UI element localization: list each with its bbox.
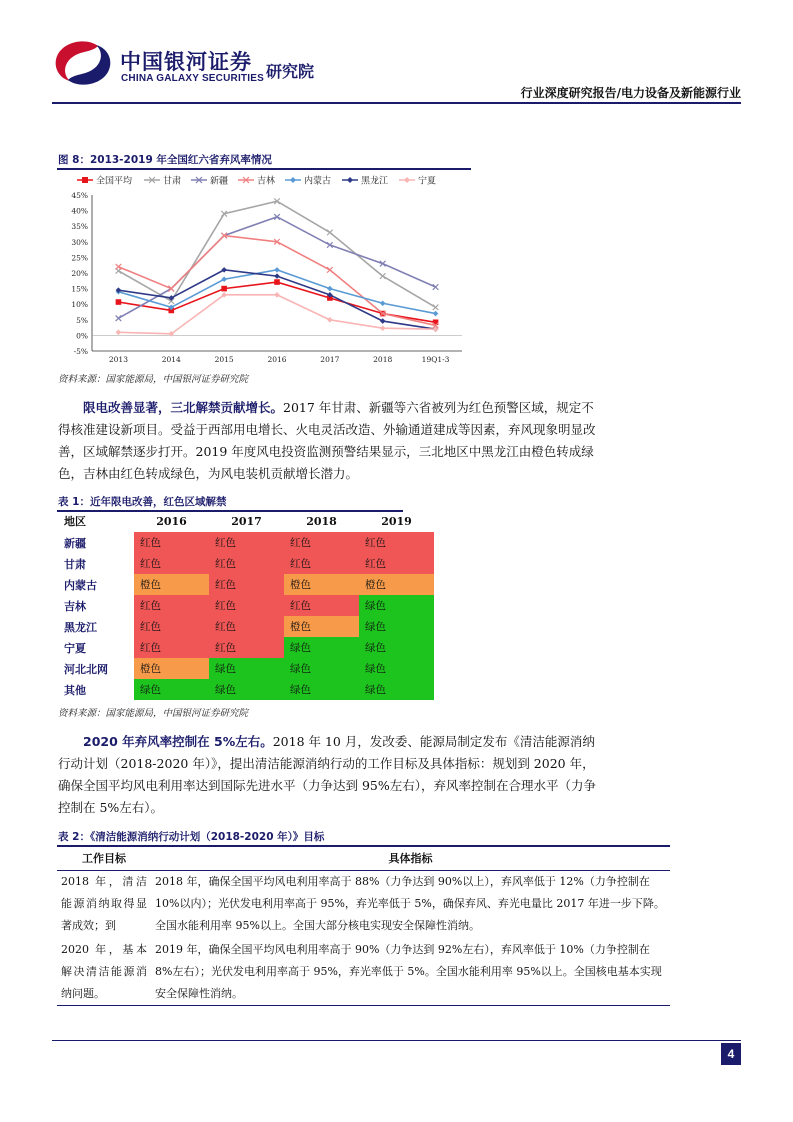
- region-name: 吉林: [64, 599, 86, 613]
- warning-level-cell: 红色: [134, 616, 209, 637]
- curtailment-line-chart: [57, 170, 473, 368]
- data-point: [380, 325, 386, 331]
- table-row: [57, 939, 670, 1006]
- region-name: 宁夏: [64, 641, 86, 655]
- warning-level-cell: 绿色: [134, 679, 209, 700]
- data-point: [290, 177, 296, 183]
- figure-source: 资料来源：国家能源局，中国银河证券研究院: [58, 374, 249, 385]
- warning-level-cell: 绿色: [284, 679, 359, 700]
- warning-level-cell: 红色: [209, 553, 284, 574]
- x-tick-label: 19Q1-3: [421, 355, 450, 364]
- table-row: [57, 574, 434, 595]
- galaxy-logo-icon: [52, 38, 114, 88]
- y-tick-label: 20%: [71, 269, 88, 278]
- data-point: [274, 273, 280, 279]
- warning-level-cell: 绿色: [209, 658, 284, 679]
- x-tick-label: 2014: [161, 355, 181, 364]
- legend-label: 全国平均: [96, 176, 133, 187]
- data-point: [221, 267, 227, 273]
- table-row: [57, 871, 670, 940]
- institute-label: 研究院: [266, 62, 315, 81]
- warning-level-cell: 红色: [209, 532, 284, 553]
- warning-level-cell: 红色: [284, 595, 359, 616]
- data-point: [433, 311, 439, 317]
- table1-header-region: 地区: [64, 515, 86, 528]
- y-tick-label: 40%: [71, 206, 88, 216]
- data-point: [380, 318, 386, 324]
- warning-level-cell: 红色: [134, 532, 209, 553]
- warning-level-cell: 绿色: [359, 658, 434, 679]
- table1-header-2017: 2017: [231, 514, 262, 528]
- report-type: 行业深度研究报告/电力设备及新能源行业: [520, 86, 741, 100]
- company-name-cn: 中国银河证券: [120, 50, 252, 74]
- y-tick-label: 5%: [76, 315, 88, 325]
- y-tick-label: 30%: [71, 237, 88, 247]
- warning-level-cell: 橙色: [359, 574, 434, 595]
- detail-cell: 2018 年，确保全国平均风电利用率高于 88%（力争达到 90%以上），弃风率低于 12%（力争控制在 10%以内）；光伏发电利用率高于 95%，弃光率低于 5%，确保弃风、弃光电量比 2017 年进一步下降。全国水能利用率 95%以上。全国大部分核电实现安全保障性消纳。: [155, 875, 665, 932]
- x-tick-label: 2016: [267, 355, 287, 364]
- region-name: 内蒙古: [64, 578, 97, 592]
- table1-header-2018: 2018: [306, 514, 337, 528]
- data-point: [221, 276, 227, 282]
- region-name: 河北北网: [64, 662, 108, 676]
- table-row: [57, 658, 434, 679]
- x-tick-label: 2013: [108, 355, 128, 364]
- warning-level-cell: 红色: [359, 532, 434, 553]
- data-point: [404, 177, 410, 183]
- table2-header-goal: 工作目标: [57, 846, 151, 871]
- warning-level-cell: 橙色: [284, 616, 359, 637]
- x-tick-label: 2017: [320, 355, 340, 364]
- data-point: [380, 300, 386, 306]
- data-point: [116, 329, 122, 335]
- paragraph-body: 2018 年 10 月，发改委、能源局制定发布《清洁能源消纳行动计划（2018-2020 年）》，提出清洁能源消纳行动的工作目标及具体指标：规划到 2020 年，确保全国平均风电利用率达到国际先进水平（力争达到 95%左右），弃风率控制在合理水平（力争控制在 5%左右）。: [58, 734, 597, 815]
- warning-level-cell: 红色: [209, 595, 284, 616]
- warning-level-cell: 红色: [134, 637, 209, 658]
- data-point: [327, 230, 333, 236]
- table2-caption: 表 2：《清洁能源消纳行动计划（2018-2020 年）》目标: [58, 831, 325, 843]
- region-name: 其他: [64, 683, 86, 697]
- paragraph-lead: 2020 年弃风率控制在 5%左右。: [83, 734, 273, 749]
- data-point: [116, 299, 122, 305]
- legend-label: 吉林: [257, 176, 276, 187]
- warning-level-cell: 红色: [209, 616, 284, 637]
- warning-level-cell: 红色: [209, 574, 284, 595]
- warning-level-cell: 绿色: [359, 679, 434, 700]
- goal-cell: 2018 年，清洁能源消纳取得显著成效；到: [61, 875, 147, 932]
- warning-level-cell: 橙色: [284, 574, 359, 595]
- goal-cell: 2020 年，基本解决清洁能源消纳问题。: [61, 943, 147, 1000]
- table-row: [57, 637, 434, 658]
- warning-level-cell: 绿色: [359, 616, 434, 637]
- page-number: 4: [721, 1043, 741, 1065]
- legend-label: 宁夏: [418, 176, 437, 187]
- warning-level-table: [57, 510, 434, 700]
- region-name: 新疆: [64, 536, 86, 550]
- paragraph-curtailment: [58, 397, 602, 485]
- table-row: [57, 595, 434, 616]
- legend-label: 内蒙古: [304, 176, 332, 187]
- y-tick-label: 25%: [71, 253, 88, 263]
- paragraph-body: 2017 年甘肃、新疆等六省被列为红色预警区域，规定不得核准建设新项目。受益于西部用电增长、火电灵活改造、外输通道建成等因素，弃风现象明显改善，区域解禁逐步打开。2019 年度风电投资监测预警结果显示，三北地区中黑龙江由橙色转成绿色，吉林由红色转成绿色，为风电装机贡献增长潜力。: [58, 400, 596, 481]
- y-tick-label: 45%: [71, 191, 88, 200]
- table2-header-row: [57, 846, 670, 871]
- data-point: [327, 286, 333, 292]
- y-tick-label: 35%: [71, 222, 88, 232]
- data-point: [274, 292, 280, 298]
- warning-level-cell: 绿色: [359, 595, 434, 616]
- clean-energy-plan-table: [57, 846, 670, 1006]
- data-point: [116, 315, 122, 321]
- y-tick-label: 10%: [71, 300, 88, 310]
- table1-source: 资料来源：国家能源局，中国银河证券研究院: [58, 708, 249, 719]
- warning-level-cell: 红色: [209, 637, 284, 658]
- table-row: [57, 616, 434, 637]
- footer-rule: [52, 1040, 741, 1041]
- legend-label: 甘肃: [163, 176, 182, 187]
- series-line: [118, 282, 435, 322]
- table-row: [57, 553, 434, 574]
- paragraph-target: [58, 731, 602, 819]
- table-row: [57, 532, 434, 553]
- data-point: [327, 317, 333, 323]
- data-point: [380, 273, 386, 279]
- data-point: [82, 177, 88, 183]
- data-point: [221, 286, 227, 292]
- legend-label: 新疆: [210, 176, 229, 187]
- y-tick-label: -5%: [73, 347, 88, 356]
- region-name: 甘肃: [64, 557, 86, 571]
- data-point: [433, 305, 439, 311]
- warning-level-cell: 橙色: [134, 574, 209, 595]
- table1-header-2016: 2016: [156, 514, 187, 528]
- y-tick-label: 0%: [76, 331, 88, 341]
- warning-level-cell: 绿色: [209, 679, 284, 700]
- region-name: 黑龙江: [64, 620, 97, 634]
- warning-level-cell: 红色: [134, 595, 209, 616]
- warning-level-cell: 绿色: [284, 658, 359, 679]
- x-tick-label: 2018: [373, 355, 393, 364]
- paragraph-lead: 限电改善显著，三北解禁贡献增长。: [83, 400, 284, 415]
- table-row: [57, 679, 434, 700]
- detail-cell: 2019 年，确保全国平均风电利用率高于 90%（力争达到 92%左右），弃风率低于 10%（力争控制在 8%左右）；光伏发电利用率高于 95%，弃光率低于 5%。全国水能利用率 95%以上。全国核电基本实现安全保障性消纳。: [155, 943, 662, 1000]
- warning-level-cell: 红色: [284, 553, 359, 574]
- x-tick-label: 2015: [214, 355, 234, 364]
- figure-caption: 图 8：2013-2019 年全国红六省弃风率情况: [58, 154, 272, 166]
- warning-level-cell: 红色: [284, 532, 359, 553]
- data-point: [327, 267, 333, 273]
- warning-level-cell: 红色: [359, 553, 434, 574]
- data-point: [274, 279, 280, 285]
- table1-header-row: [57, 510, 434, 532]
- data-point: [347, 177, 353, 183]
- warning-level-cell: 绿色: [359, 637, 434, 658]
- warning-level-cell: 橙色: [134, 658, 209, 679]
- y-tick-label: 15%: [71, 284, 88, 294]
- table1-header-2019: 2019: [381, 514, 412, 528]
- table1-caption: 表 1：近年限电改善，红色区域解禁: [58, 496, 227, 508]
- data-point: [274, 267, 280, 273]
- legend-label: 黑龙江: [361, 176, 389, 187]
- company-name-en: CHINA GALAXY SECURITIES: [121, 73, 264, 84]
- table2-header-detail: 具体指标: [151, 846, 670, 871]
- warning-level-cell: 绿色: [284, 637, 359, 658]
- header-rule: [52, 102, 741, 104]
- warning-level-cell: 红色: [134, 553, 209, 574]
